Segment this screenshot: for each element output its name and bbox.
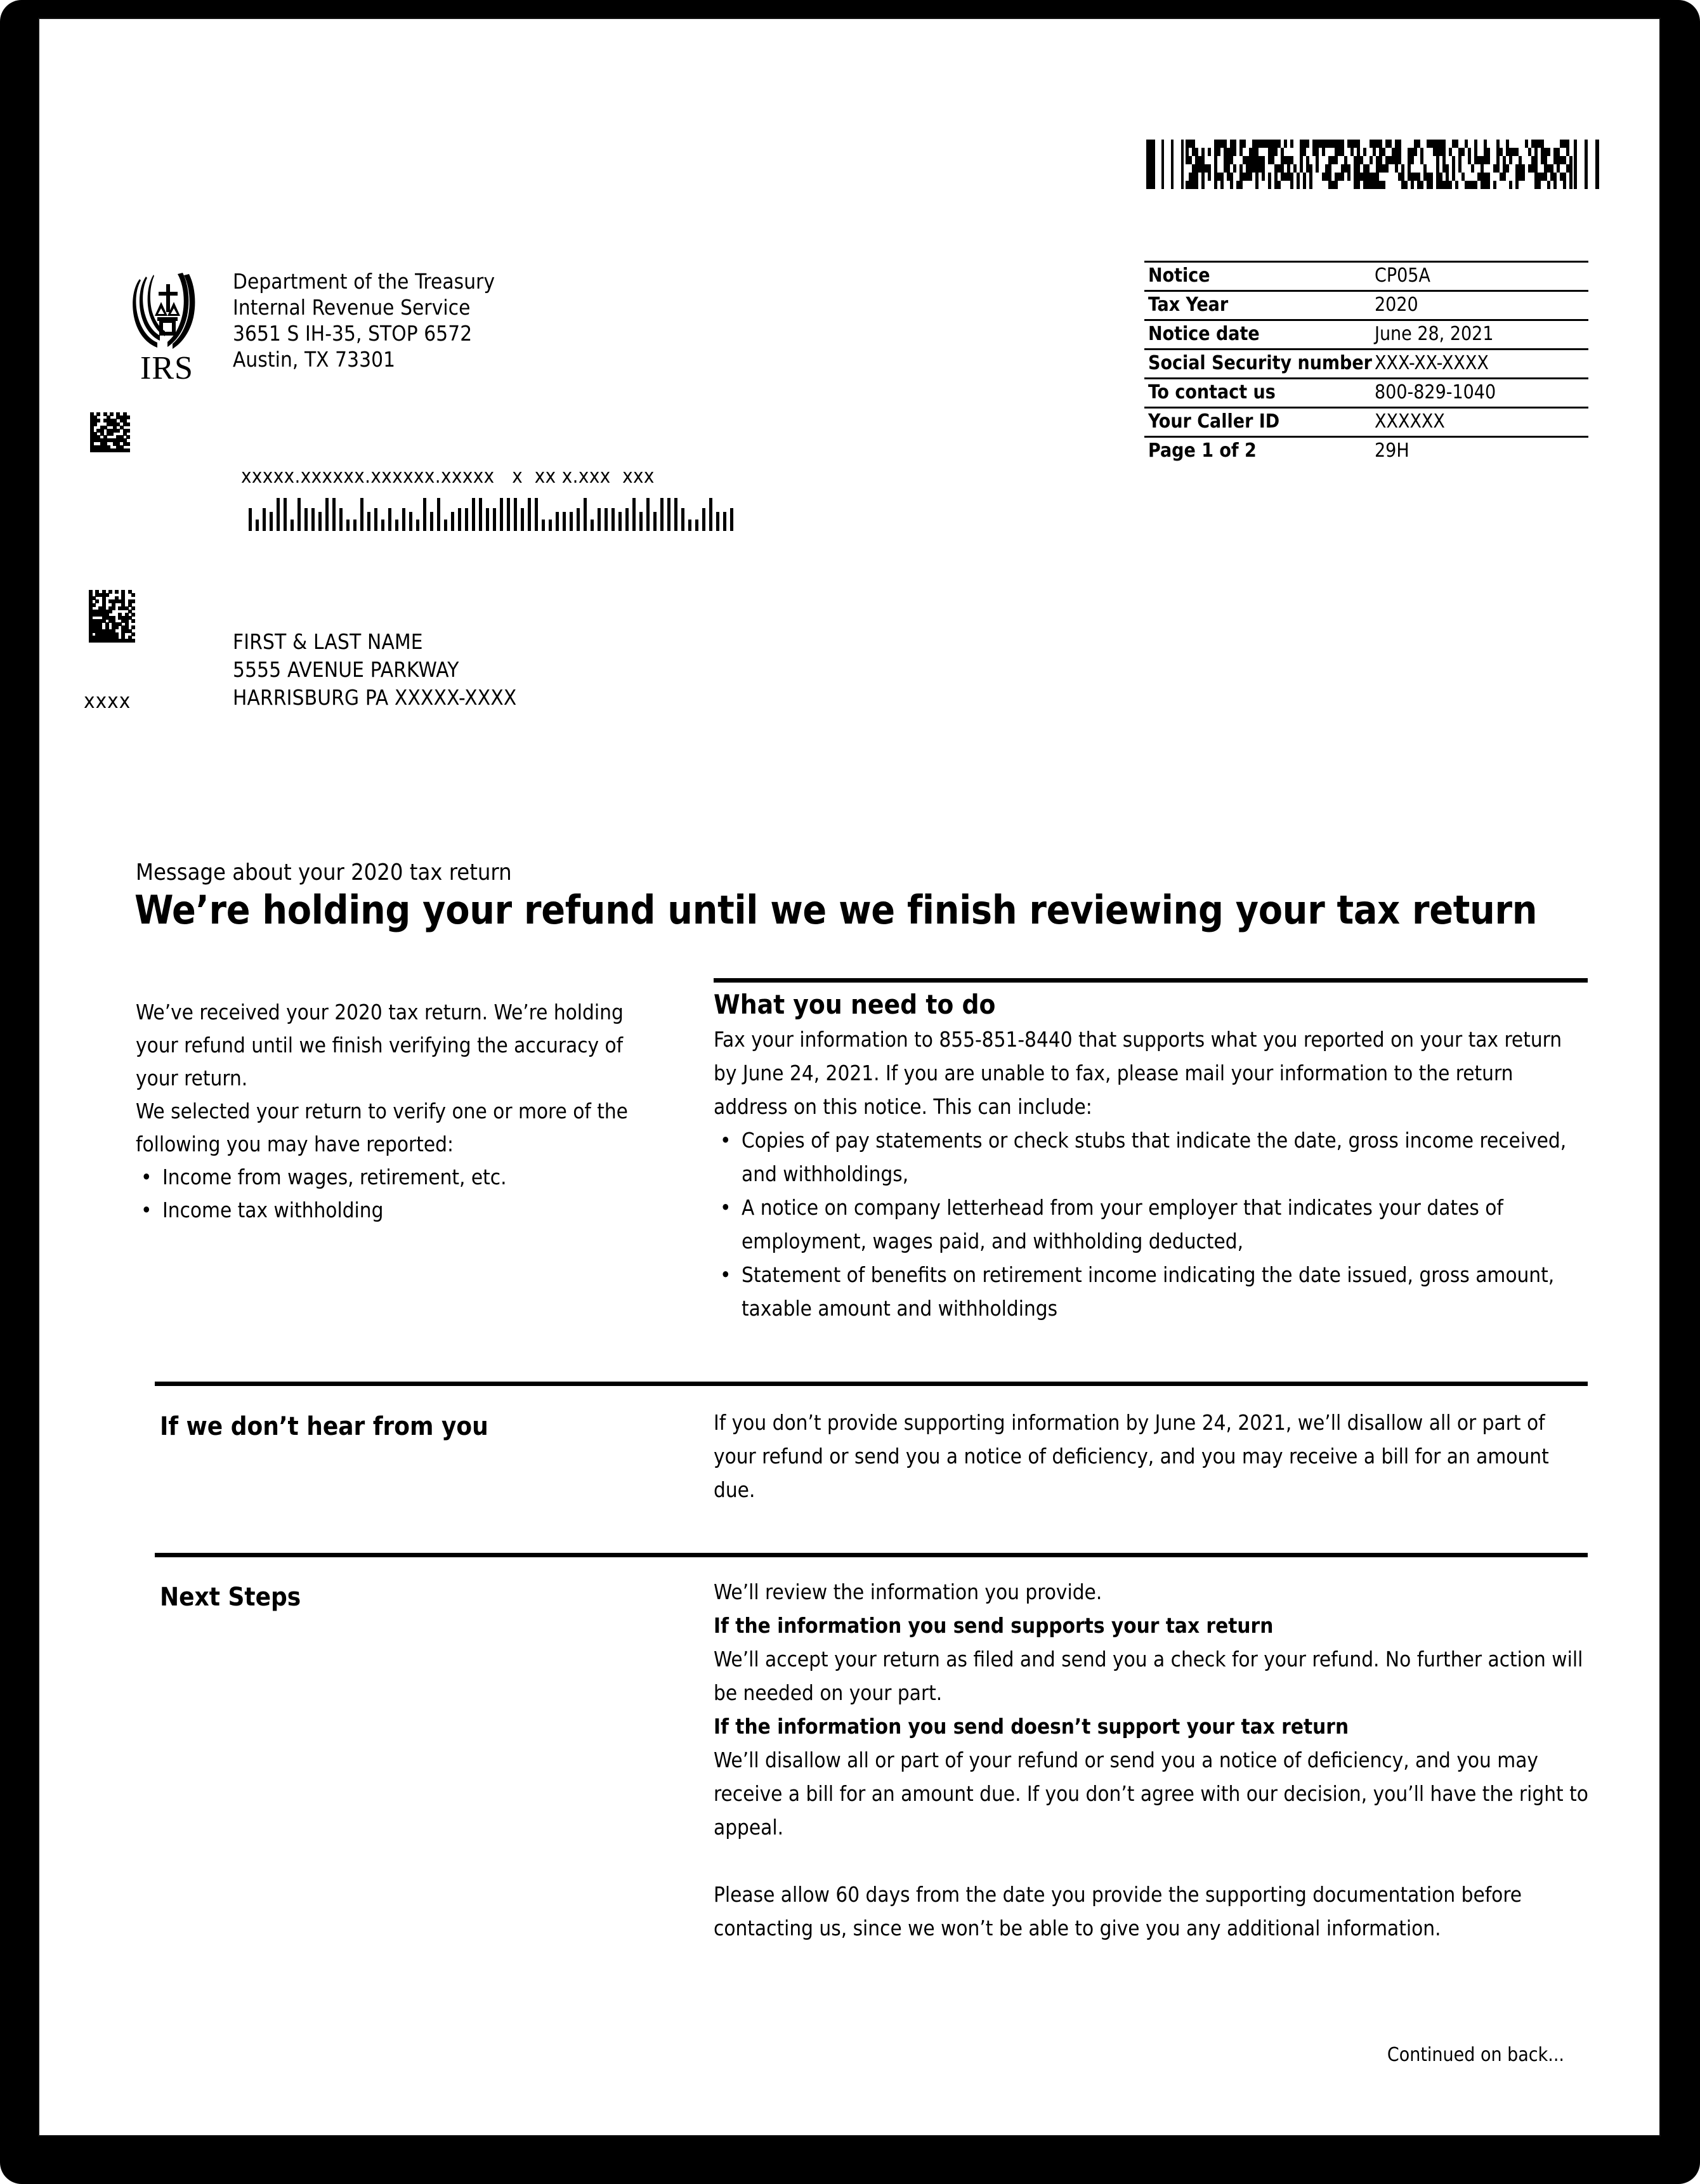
intro-bullet-list <box>136 1161 662 1227</box>
notice-subject-line: Message about your 2020 tax return <box>136 860 512 886</box>
agency-line-4: Austin, TX 73301 <box>233 347 396 372</box>
next-steps-paragraph-1: We’ll review the information you provide. <box>714 1579 1102 1604</box>
what-you-need-to-do-paragraph: Fax your information to 855-851-8440 that supports what you reported on your tax return by June 24, 2021. If you are unable to fax, please mail your information to the return address on this notice. This can include: <box>714 1027 1562 1119</box>
pdf417-barcode <box>1146 140 1590 189</box>
next-steps-subheading-1: If the information you send supports your tax return <box>714 1613 1274 1638</box>
table-row <box>1144 291 1588 320</box>
section-rule-what-you-need-to-do <box>714 978 1588 983</box>
list-item: • Income from wages, retirement, etc. <box>136 1161 662 1194</box>
irs-eagle-seal-icon <box>128 273 204 350</box>
notice-value: XXXXXX <box>1372 408 1588 437</box>
list-item: • A notice on company letterhead from your employer that indicates your dates of employment, wages paid, and withholding deducted, <box>714 1191 1589 1258</box>
return-address-block <box>233 268 495 372</box>
agency-line-1: Department of the Treasury <box>233 269 495 294</box>
notice-value: June 28, 2021 <box>1372 320 1588 350</box>
section-rule-next-steps <box>155 1553 1588 1557</box>
notice-value: 29H <box>1372 437 1588 466</box>
if-we-dont-hear-section <box>714 1406 1589 1507</box>
continued-on-back-label: Continued on back... <box>1387 2044 1564 2066</box>
notice-page <box>38 18 1661 2136</box>
agency-line-3: 3651 S IH-35, STOP 6572 <box>233 321 473 346</box>
next-steps-subheading-2: If the information you send doesn’t support your tax return <box>714 1714 1349 1739</box>
if-we-dont-hear-paragraph: If you don’t provide supporting information by June 24, 2021, we’ll disallow all or part of your refund or send you a notice of deficiency, and you may receive a bill for an amount due. <box>714 1410 1549 1502</box>
section-rule-if-we-dont-hear <box>155 1382 1588 1386</box>
notice-value: XXX-XX-XXXX <box>1372 350 1588 379</box>
datamatrix-code-lower-icon <box>89 590 134 642</box>
section-heading-what-you-need-to-do: What you need to do <box>714 989 996 1020</box>
next-steps-section <box>714 1575 1589 1945</box>
notice-label: Notice date <box>1144 320 1372 350</box>
postnet-barcode <box>249 498 731 531</box>
what-you-need-to-do-bullet-list <box>714 1123 1589 1325</box>
table-row <box>1144 437 1588 466</box>
irs-wordmark: IRS <box>140 350 193 386</box>
recipient-name: FIRST & LAST NAME <box>233 629 423 654</box>
notice-info-table <box>1144 261 1588 465</box>
notice-label: Your Caller ID <box>1144 408 1372 437</box>
recipient-street: 5555 AVENUE PARKWAY <box>233 657 459 682</box>
table-row <box>1144 379 1588 408</box>
intro-paragraph-1: We’ve received your 2020 tax return. We’re holding your refund until we finish verifying the accuracy of your return. <box>136 1000 624 1090</box>
masked-routing-line: xxxxx.xxxxxx.xxxxxx.xxxxx x xx x.xxx xxx <box>241 465 655 488</box>
table-row <box>1144 408 1588 437</box>
notice-value: CP05A <box>1372 262 1588 291</box>
list-item: • Income tax withholding <box>136 1194 662 1227</box>
next-steps-paragraph-4: Please allow 60 days from the date you provide the supporting documentation before contacting us, since we won’t be able to give you any additional information. <box>714 1882 1522 1940</box>
corner-mark: xxxx <box>84 688 131 713</box>
notice-label: Tax Year <box>1144 291 1372 320</box>
intro-column <box>136 996 662 1227</box>
recipient-address-block <box>233 628 516 712</box>
notice-value: 800-829-1040 <box>1372 379 1588 408</box>
notice-label: Page 1 of 2 <box>1144 437 1372 466</box>
list-item: • Copies of pay statements or check stubs that indicate the date, gross income received, and withholdings, <box>714 1123 1589 1191</box>
list-item: • Statement of benefits on retirement income indicating the date issued, gross amount, taxable amount and withholdings <box>714 1258 1589 1325</box>
datamatrix-code-upper-icon <box>90 412 129 452</box>
page-title: We’re holding your refund until we we finish reviewing your tax return <box>134 887 1538 933</box>
intro-paragraph-2: We selected your return to verify one or more of the following you may have reported: <box>136 1099 628 1156</box>
agency-line-2: Internal Revenue Service <box>233 295 471 320</box>
notice-value: 2020 <box>1372 291 1588 320</box>
notice-label: Social Security number <box>1144 350 1372 379</box>
next-steps-paragraph-2: We’ll accept your return as filed and send you a check for your refund. No further action will be needed on your part. <box>714 1647 1583 1705</box>
table-row <box>1144 262 1588 291</box>
notice-label: Notice <box>1144 262 1372 291</box>
table-row <box>1144 350 1588 379</box>
recipient-citystatezip: HARRISBURG PA XXXXX-XXXX <box>233 685 517 710</box>
section-heading-if-we-dont-hear: If we don’t hear from you <box>160 1412 488 1441</box>
notice-label: To contact us <box>1144 379 1372 408</box>
what-you-need-to-do-section <box>714 988 1589 1325</box>
section-heading-next-steps: Next Steps <box>160 1583 301 1612</box>
next-steps-paragraph-3: We’ll disallow all or part of your refund or send you a notice of deficiency, and you may receive a bill for an amount due. If you don’t agree with our decision, you’ll have the right to appeal. <box>714 1748 1588 1840</box>
table-row <box>1144 320 1588 350</box>
